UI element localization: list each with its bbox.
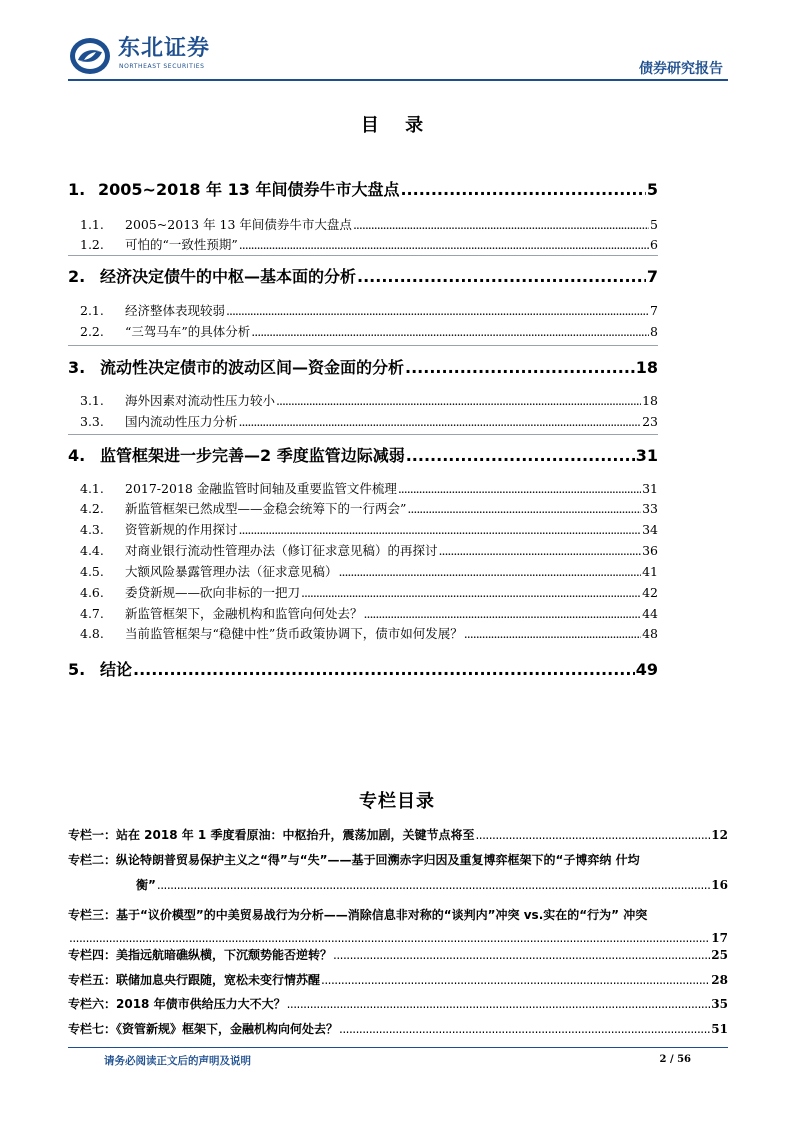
toc-entry-number: 3.1.	[80, 393, 104, 408]
column-entry-1[interactable]	[68, 826, 728, 843]
toc-entry-number: 4.2.	[80, 501, 104, 516]
column-entry-title: 专栏六：2018 年债市供给压力大不大？	[68, 997, 286, 1011]
toc-entry-2-1[interactable]	[68, 301, 658, 319]
column-entry-title: 专栏二：纵论特朗普贸易保护主义之“得”与“失”——基于回溯赤字归因及重复博弈框架下的“子博弈纳 什均	[68, 853, 640, 867]
toc-entry-5[interactable]	[68, 657, 658, 680]
toc-entry-page: 44	[642, 606, 658, 621]
dot-leader	[357, 267, 646, 286]
footer-divider	[68, 1047, 728, 1048]
toc-entry-4-8[interactable]	[68, 624, 658, 642]
dot-leader	[239, 522, 642, 537]
toc-entry-page: 49	[635, 660, 658, 679]
toc-entry-page: 18	[642, 393, 658, 408]
column-entry-6[interactable]	[68, 995, 728, 1012]
dot-leader	[276, 393, 641, 408]
header-divider	[68, 79, 728, 81]
dot-leader	[405, 358, 635, 377]
dot-leader	[226, 303, 649, 318]
column-entry-title: 专栏五：联储加息央行跟随，宽松未变行情苏醒	[68, 973, 321, 987]
dot-leader	[301, 585, 641, 600]
toc-entry-title: 资管新规的作用探讨	[125, 522, 238, 537]
toc-entry-2-2[interactable]	[68, 322, 658, 340]
toc-entry-title: 大额风险暴露管理办法（征求意见稿）	[125, 564, 338, 579]
toc-entry-4-6[interactable]	[68, 583, 658, 601]
toc-entry-number: 4.3.	[80, 522, 104, 537]
toc-entry-number: 3.3.	[80, 414, 104, 429]
dot-leader	[333, 948, 710, 962]
dot-leader	[321, 973, 710, 987]
toc-entry-page: 6	[650, 237, 658, 252]
toc-entry-number: 4.8.	[80, 626, 104, 641]
toc-entry-number: 4.7.	[80, 606, 104, 621]
toc-title: 目 录	[360, 115, 434, 136]
toc-entry-number: 4.4.	[80, 543, 104, 558]
toc-entry-number: 4.1.	[80, 481, 104, 496]
toc-entry-4-4[interactable]	[68, 541, 658, 559]
toc-entry-1-2[interactable]	[68, 235, 658, 253]
toc-entry-title: 结论	[100, 660, 133, 679]
column-entry-page: 51	[711, 1022, 728, 1036]
toc-entry-number: 5.	[68, 660, 86, 679]
toc-entry-page: 34	[642, 522, 658, 537]
column-entry-7[interactable]	[68, 1020, 728, 1037]
dot-leader	[464, 626, 641, 641]
toc-entry-number: 4.5.	[80, 564, 104, 579]
toc-entry-page: 7	[650, 303, 658, 318]
dot-leader	[475, 828, 710, 842]
toc-entry-title: 2005~2013 年 13 年间债券牛市大盘点	[125, 217, 352, 232]
toc-entry-title: 2017-2018 金融监管时间轴及重要监管文件梳理	[125, 481, 397, 496]
dot-leader	[406, 446, 635, 465]
dot-leader	[407, 501, 641, 516]
footer-disclaimer: 请务必阅读正文后的声明及说明	[104, 1055, 251, 1067]
toc-entry-number: 4.	[68, 446, 86, 465]
dot-leader	[339, 564, 642, 579]
toc-entry-title: 国内流动性压力分析	[125, 414, 238, 429]
column-entry-page: 17	[711, 931, 728, 945]
column-entry-title: 专栏三：基于“议价模型”的中美贸易战行为分析——消除信息非对称的“谈判内”冲突 vs.实在的“行为” 冲突	[68, 908, 648, 922]
column-entry-page: 16	[711, 878, 728, 892]
toc-entry-1-1[interactable]	[68, 215, 658, 233]
dot-leader	[439, 543, 642, 558]
toc-entry-page: 48	[642, 626, 658, 641]
page-number: 2 / 56	[659, 1054, 691, 1065]
toc-entry-title: 可怕的“一致性预期”	[125, 237, 238, 252]
toc-entry-number: 2.2.	[80, 324, 104, 339]
toc-entry-number: 3.	[68, 358, 86, 377]
toc-entry-3-1[interactable]	[68, 391, 658, 409]
toc-entry-title: 委贷新规——砍向非标的一把刀	[125, 585, 301, 600]
toc-entry-title: 新监管框架下，金融机构和监管向何处去？	[125, 606, 363, 621]
toc-entry-number: 2.1.	[80, 303, 104, 318]
section-divider	[68, 345, 658, 346]
toc-entry-3[interactable]	[68, 355, 658, 378]
dot-leader	[364, 606, 642, 621]
toc-entry-title: 经济决定债牛的中枢—基本面的分析	[100, 267, 357, 286]
toc-entry-title: 海外因素对流动性压力较小	[125, 393, 276, 408]
dot-leader	[69, 931, 710, 945]
toc-entry-4-5[interactable]	[68, 562, 658, 580]
toc-entry-page: 23	[642, 414, 658, 429]
toc-entry-3-3[interactable]	[68, 412, 658, 430]
dot-leader	[133, 660, 635, 679]
column-entry-title: 专栏一：站在 2018 年 1 季度看原油：中枢抬升，震荡加剧，关键节点将至	[68, 828, 475, 842]
toc-entry-4-1[interactable]	[68, 479, 658, 497]
toc-entry-page: 5	[646, 180, 658, 199]
dot-leader	[339, 1022, 710, 1036]
section-divider	[68, 434, 658, 435]
toc-entry-4-3[interactable]	[68, 520, 658, 538]
column-entry-title: 专栏四：美指远航暗礁纵横，下沉颓势能否逆转？	[68, 948, 333, 962]
toc-entry-title: 监管框架进一步完善—2 季度监管边际减弱	[100, 446, 405, 465]
toc-entry-page: 31	[642, 481, 658, 496]
column-entry-page: 28	[711, 973, 728, 987]
dot-leader	[353, 217, 649, 232]
toc-entry-4-2[interactable]	[68, 499, 658, 517]
column-entry-page: 25	[711, 948, 728, 962]
dot-leader	[239, 237, 649, 252]
section-divider	[68, 255, 658, 256]
toc-entry-number: 1.1.	[80, 217, 104, 232]
column-entry-5[interactable]	[68, 971, 728, 988]
toc-entry-title: 新监管框架已然成型——金稳会统筹下的一行两会”	[125, 501, 407, 516]
toc-entry-number: 4.6.	[80, 585, 104, 600]
toc-entry-title: 对商业银行流动性管理办法（修订征求意见稿）的再探讨	[125, 543, 438, 558]
toc-entry-title: 流动性决定债市的波动区间—资金面的分析	[100, 358, 405, 377]
toc-entry-title: “三驾马车”的具体分析	[125, 324, 251, 339]
column-entry-title-cont: 衡”	[136, 878, 156, 892]
toc-entry-page: 36	[642, 543, 658, 558]
toc-entry-page: 8	[650, 324, 658, 339]
brand-name: 东北证券	[118, 36, 211, 61]
northeast-securities-logo-icon	[68, 36, 112, 76]
dot-leader	[157, 878, 710, 892]
toc-entry-title: 2005~2018 年 13 年间债券牛市大盘点	[98, 180, 400, 199]
toc-entry-page: 7	[646, 267, 658, 286]
column-entry-4[interactable]	[68, 946, 728, 963]
columns-title: 专栏目录	[359, 791, 435, 812]
toc-entry-title: 经济整体表现较弱	[125, 303, 226, 318]
column-entry-2[interactable]	[68, 851, 728, 893]
column-entry-title: 专栏七：《资管新规》框架下，金融机构向何处去？	[68, 1022, 339, 1036]
toc-entry-number: 1.	[68, 180, 86, 199]
column-entry-3[interactable]	[68, 906, 728, 945]
toc-entry-page: 33	[642, 501, 658, 516]
dot-leader	[400, 180, 645, 199]
dot-leader	[239, 414, 642, 429]
toc-entry-title: 当前监管框架与“稳健中性”货币政策协调下，债市如何发展？	[125, 626, 463, 641]
column-entry-page: 12	[711, 828, 728, 842]
toc-entry-page: 31	[635, 446, 658, 465]
toc-entry-page: 18	[635, 358, 658, 377]
toc-entry-4-7[interactable]	[68, 604, 658, 622]
toc-entry-4[interactable]	[68, 443, 658, 466]
column-entry-page: 35	[711, 997, 728, 1011]
dot-leader	[398, 481, 641, 496]
toc-entry-number: 1.2.	[80, 237, 104, 252]
dot-leader	[287, 997, 711, 1011]
dot-leader	[251, 324, 649, 339]
toc-entry-1[interactable]	[68, 177, 658, 200]
toc-entry-page: 5	[650, 217, 658, 232]
toc-entry-number: 2.	[68, 267, 86, 286]
toc-entry-page: 41	[642, 564, 658, 579]
brand-name-en: NORTHEAST SECURITIES	[119, 63, 205, 70]
toc-entry-2[interactable]	[68, 264, 658, 287]
toc-entry-page: 42	[642, 585, 658, 600]
report-type: 债券研究报告	[639, 61, 723, 77]
